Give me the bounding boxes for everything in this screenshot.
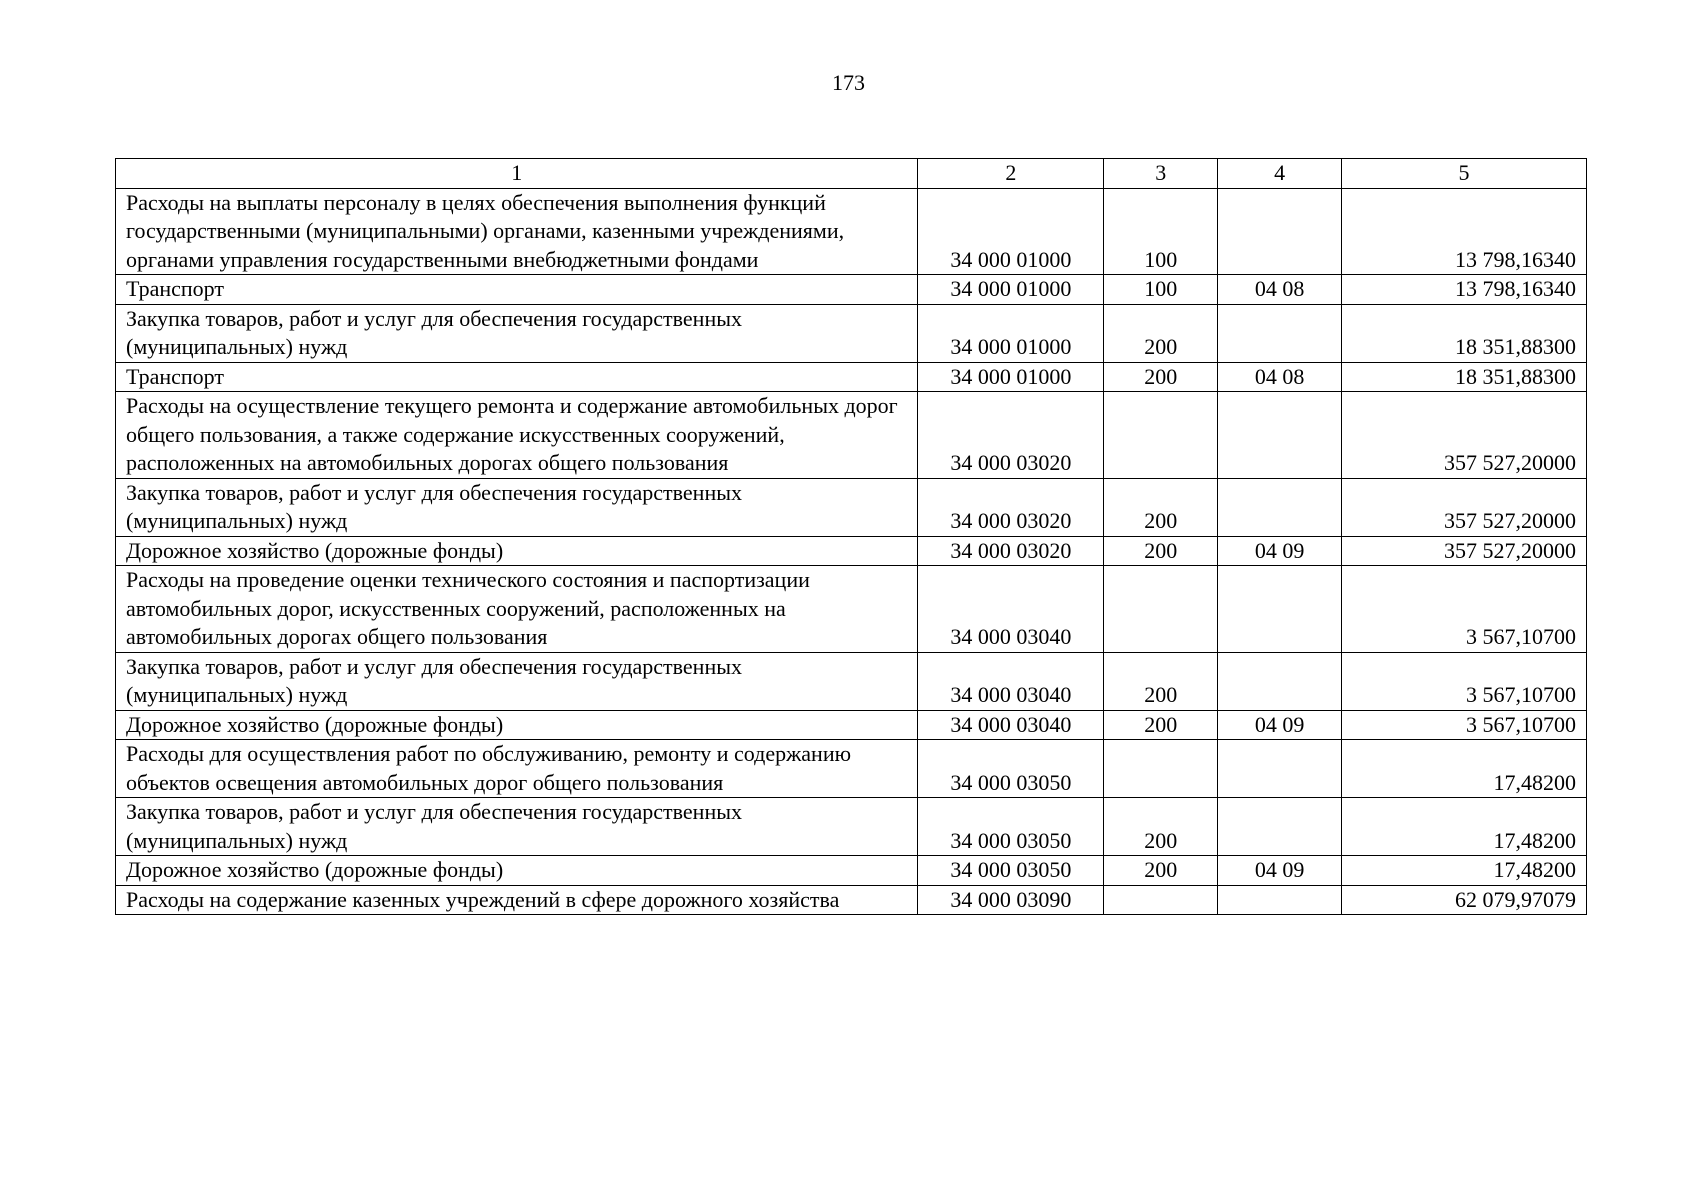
- amount-cell: 357 527,20000: [1342, 536, 1587, 566]
- amount-cell: 18 351,88300: [1342, 362, 1587, 392]
- amount-cell: 13 798,16340: [1342, 275, 1587, 305]
- section-code-cell: [1218, 798, 1342, 856]
- amount-cell: 17,48200: [1342, 856, 1587, 886]
- expense-type-cell: [1104, 392, 1218, 479]
- table-header: [116, 159, 1587, 189]
- column-header-4: 4: [1218, 159, 1342, 189]
- expense-name-cell: Расходы на проведение оценки технического состояния и паспортизации автомобильных дорог, искусственных сооружений, расположенных на автомобильных дорогах общего пользования: [116, 566, 918, 653]
- column-header-1: 1: [116, 159, 918, 189]
- target-code-cell: 34 000 03020: [918, 536, 1104, 566]
- amount-cell: 357 527,20000: [1342, 392, 1587, 479]
- column-header-2: 2: [918, 159, 1104, 189]
- expense-name-cell: Расходы для осуществления работ по обслуживанию, ремонту и содержанию объектов освещения автомобильных дорог общего пользования: [116, 740, 918, 798]
- section-code-cell: 04 09: [1218, 536, 1342, 566]
- table-row: [116, 710, 1587, 740]
- expense-type-cell: 200: [1104, 798, 1218, 856]
- column-header-5: 5: [1342, 159, 1587, 189]
- target-code-cell: 34 000 03020: [918, 392, 1104, 479]
- page-number: 173: [832, 70, 865, 95]
- header-row: [116, 159, 1587, 189]
- section-code-cell: [1218, 188, 1342, 275]
- expense-name-cell: Закупка товаров, работ и услуг для обеспечения государственных (муниципальных) нужд: [116, 652, 918, 710]
- target-code-cell: 34 000 01000: [918, 304, 1104, 362]
- section-code-cell: [1218, 652, 1342, 710]
- table-row: [116, 304, 1587, 362]
- amount-cell: 18 351,88300: [1342, 304, 1587, 362]
- expense-type-cell: 200: [1104, 536, 1218, 566]
- table-row: [116, 652, 1587, 710]
- expense-type-cell: 200: [1104, 362, 1218, 392]
- section-code-cell: 04 09: [1218, 710, 1342, 740]
- amount-cell: 357 527,20000: [1342, 478, 1587, 536]
- amount-cell: 3 567,10700: [1342, 710, 1587, 740]
- amount-cell: 62 079,97079: [1342, 885, 1587, 915]
- expense-type-cell: 200: [1104, 478, 1218, 536]
- amount-cell: 3 567,10700: [1342, 652, 1587, 710]
- expense-name-cell: Транспорт: [116, 362, 918, 392]
- table-row: [116, 885, 1587, 915]
- expense-type-cell: [1104, 566, 1218, 653]
- expense-name-cell: Расходы на осуществление текущего ремонта и содержание автомобильных дорог общего пользования, а также содержание искусственных сооружений, расположенных на автомобильных дорогах общего пользования: [116, 392, 918, 479]
- target-code-cell: 34 000 01000: [918, 275, 1104, 305]
- expense-name-cell: Закупка товаров, работ и услуг для обеспечения государственных (муниципальных) нужд: [116, 798, 918, 856]
- section-code-cell: [1218, 885, 1342, 915]
- table-row: [116, 536, 1587, 566]
- expense-type-cell: 100: [1104, 188, 1218, 275]
- expense-type-cell: 200: [1104, 856, 1218, 886]
- section-code-cell: [1218, 566, 1342, 653]
- expense-name-cell: Закупка товаров, работ и услуг для обеспечения государственных (муниципальных) нужд: [116, 478, 918, 536]
- table-row: [116, 478, 1587, 536]
- table-row: [116, 856, 1587, 886]
- target-code-cell: 34 000 03050: [918, 740, 1104, 798]
- target-code-cell: 34 000 03050: [918, 856, 1104, 886]
- expense-type-cell: 200: [1104, 652, 1218, 710]
- target-code-cell: 34 000 03090: [918, 885, 1104, 915]
- section-code-cell: 04 08: [1218, 362, 1342, 392]
- amount-cell: 3 567,10700: [1342, 566, 1587, 653]
- target-code-cell: 34 000 03040: [918, 652, 1104, 710]
- table-row: [116, 798, 1587, 856]
- expense-type-cell: 100: [1104, 275, 1218, 305]
- column-header-3: 3: [1104, 159, 1218, 189]
- target-code-cell: 34 000 01000: [918, 362, 1104, 392]
- target-code-cell: 34 000 03040: [918, 566, 1104, 653]
- amount-cell: 17,48200: [1342, 740, 1587, 798]
- table-row: [116, 362, 1587, 392]
- section-code-cell: [1218, 304, 1342, 362]
- target-code-cell: 34 000 01000: [918, 188, 1104, 275]
- budget-table: [115, 158, 1587, 915]
- target-code-cell: 34 000 03040: [918, 710, 1104, 740]
- expense-name-cell: Дорожное хозяйство (дорожные фонды): [116, 536, 918, 566]
- table-row: [116, 392, 1587, 479]
- expense-type-cell: 200: [1104, 304, 1218, 362]
- table-row: [116, 188, 1587, 275]
- section-code-cell: [1218, 392, 1342, 479]
- expense-type-cell: [1104, 740, 1218, 798]
- table-row: [116, 566, 1587, 653]
- table-body: [116, 188, 1587, 915]
- target-code-cell: 34 000 03050: [918, 798, 1104, 856]
- expense-type-cell: [1104, 885, 1218, 915]
- expense-name-cell: Закупка товаров, работ и услуг для обеспечения государственных (муниципальных) нужд: [116, 304, 918, 362]
- table-row: [116, 275, 1587, 305]
- section-code-cell: 04 09: [1218, 856, 1342, 886]
- amount-cell: 17,48200: [1342, 798, 1587, 856]
- target-code-cell: 34 000 03020: [918, 478, 1104, 536]
- expense-name-cell: Транспорт: [116, 275, 918, 305]
- expense-name-cell: Расходы на выплаты персоналу в целях обеспечения выполнения функций государственными (муниципальными) органами, казенными учреждениями, органами управления государственными внебюджетными фондами: [116, 188, 918, 275]
- expense-type-cell: 200: [1104, 710, 1218, 740]
- section-code-cell: 04 08: [1218, 275, 1342, 305]
- table-row: [116, 740, 1587, 798]
- expense-name-cell: Дорожное хозяйство (дорожные фонды): [116, 856, 918, 886]
- amount-cell: 13 798,16340: [1342, 188, 1587, 275]
- expense-name-cell: Расходы на содержание казенных учреждений в сфере дорожного хозяйства: [116, 885, 918, 915]
- section-code-cell: [1218, 740, 1342, 798]
- expense-name-cell: Дорожное хозяйство (дорожные фонды): [116, 710, 918, 740]
- section-code-cell: [1218, 478, 1342, 536]
